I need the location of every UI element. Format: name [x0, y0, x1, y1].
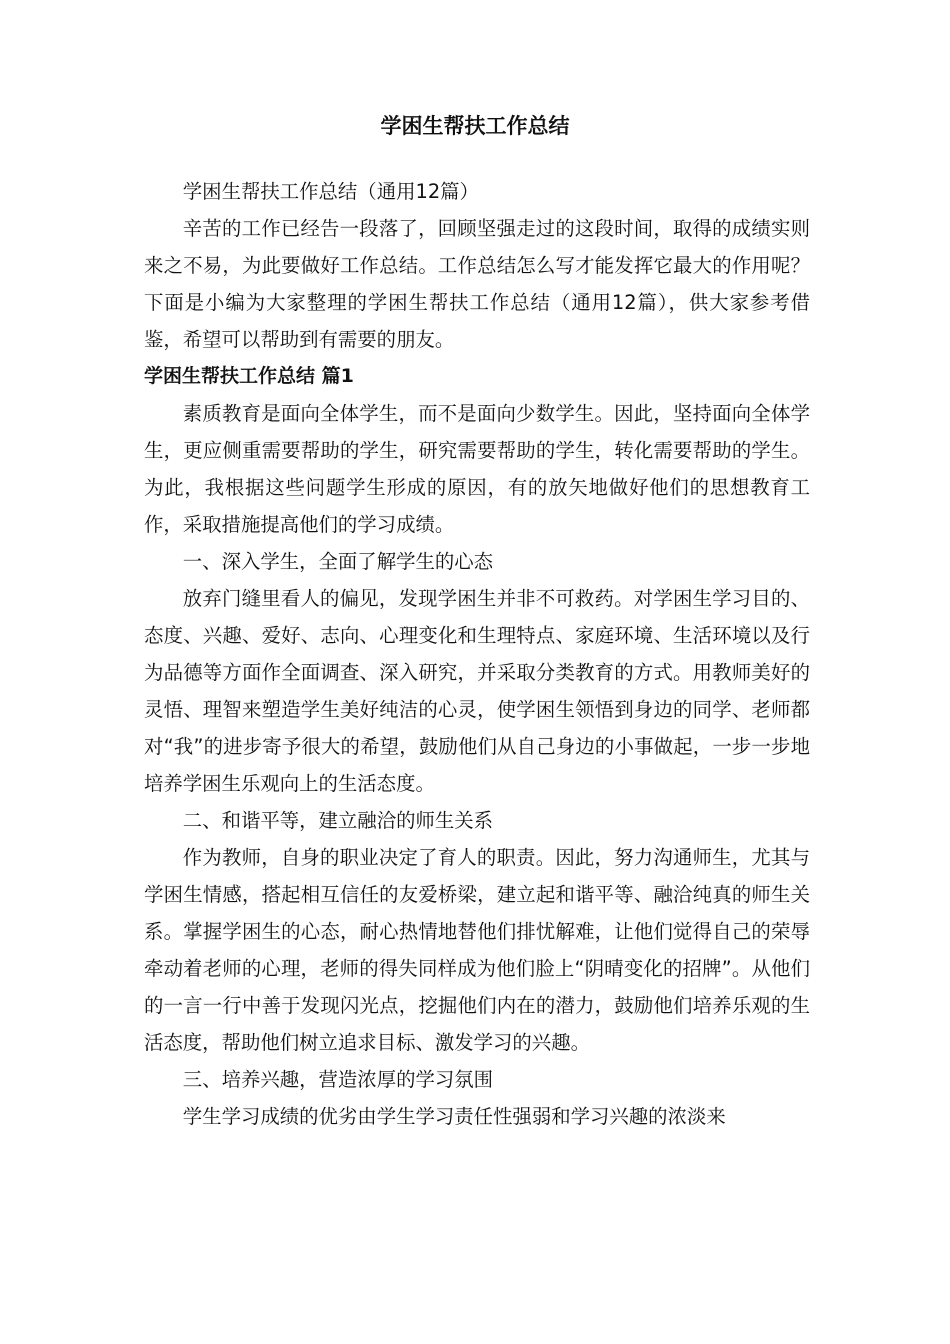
- document-body: [144, 173, 810, 1135]
- subheading-paragraph: 二、和谐平等，建立融洽的师生关系: [182, 809, 494, 832]
- body-paragraph: 学生学习成绩的优劣由学生学习责任性强弱和学习兴趣的浓淡来: [182, 1105, 726, 1128]
- subheading-paragraph: 一、深入学生，全面了解学生的心态: [182, 550, 494, 573]
- body-paragraph: 放弃门缝里看人的偏见，发现学困生并非不可救药。对学困生学习目的、态度、兴趣、爱好、志向、心理变化和生理特点、家庭环境、生活环境以及行为品德等方面作全面调查、深入研究，并采取分类教育的方式。用教师美好的灵悟、理智来塑造学生美好纯洁的心灵，使学困生领悟到身边的同学、老师都对“我”的进步寄予很大的希望，鼓励他们从自己身边的小事做起，一步一步地培养学困生乐观向上的生活态度。: [144, 587, 810, 795]
- subtitle-paragraph: 学困生帮扶工作总结（通用12篇）: [182, 180, 479, 203]
- intro-paragraph: 辛苦的工作已经告一段落了，回顾坚强走过的这段时间，取得的成绩实则来之不易，为此要做好工作总结。工作总结怎么写才能发挥它最大的作用呢？下面是小编为大家整理的学困生帮扶工作总结（通用12篇），供大家参考借鉴，希望可以帮助到有需要的朋友。: [144, 217, 810, 351]
- section-heading: 学困生帮扶工作总结 篇1: [144, 365, 354, 387]
- document-title: 学困生帮扶工作总结: [380, 114, 570, 138]
- subheading-paragraph: 三、培养兴趣，营造浓厚的学习氛围: [182, 1068, 494, 1091]
- body-paragraph: 素质教育是面向全体学生，而不是面向少数学生。因此，坚持面向全体学生，更应侧重需要帮助的学生，研究需要帮助的学生，转化需要帮助的学生。为此，我根据这些问题学生形成的原因，有的放矢地做好他们的思想教育工作，采取措施提高他们的学习成绩。: [144, 402, 810, 536]
- body-paragraph: 作为教师，自身的职业决定了育人的职责。因此，努力沟通师生，尤其与学困生情感，搭起相互信任的友爱桥梁，建立起和谐平等、融洽纯真的师生关系。掌握学困生的心态，耐心热情地替他们排忧解难，让他们觉得自己的荣辱牵动着老师的心理，老师的得失同样成为他们脸上“阴晴变化的招牌”。从他们的一言一行中善于发现闪光点，挖掘他们内在的潜力，鼓励他们培养乐观的生活态度，帮助他们树立追求目标、激发学习的兴趣。: [144, 846, 810, 1054]
